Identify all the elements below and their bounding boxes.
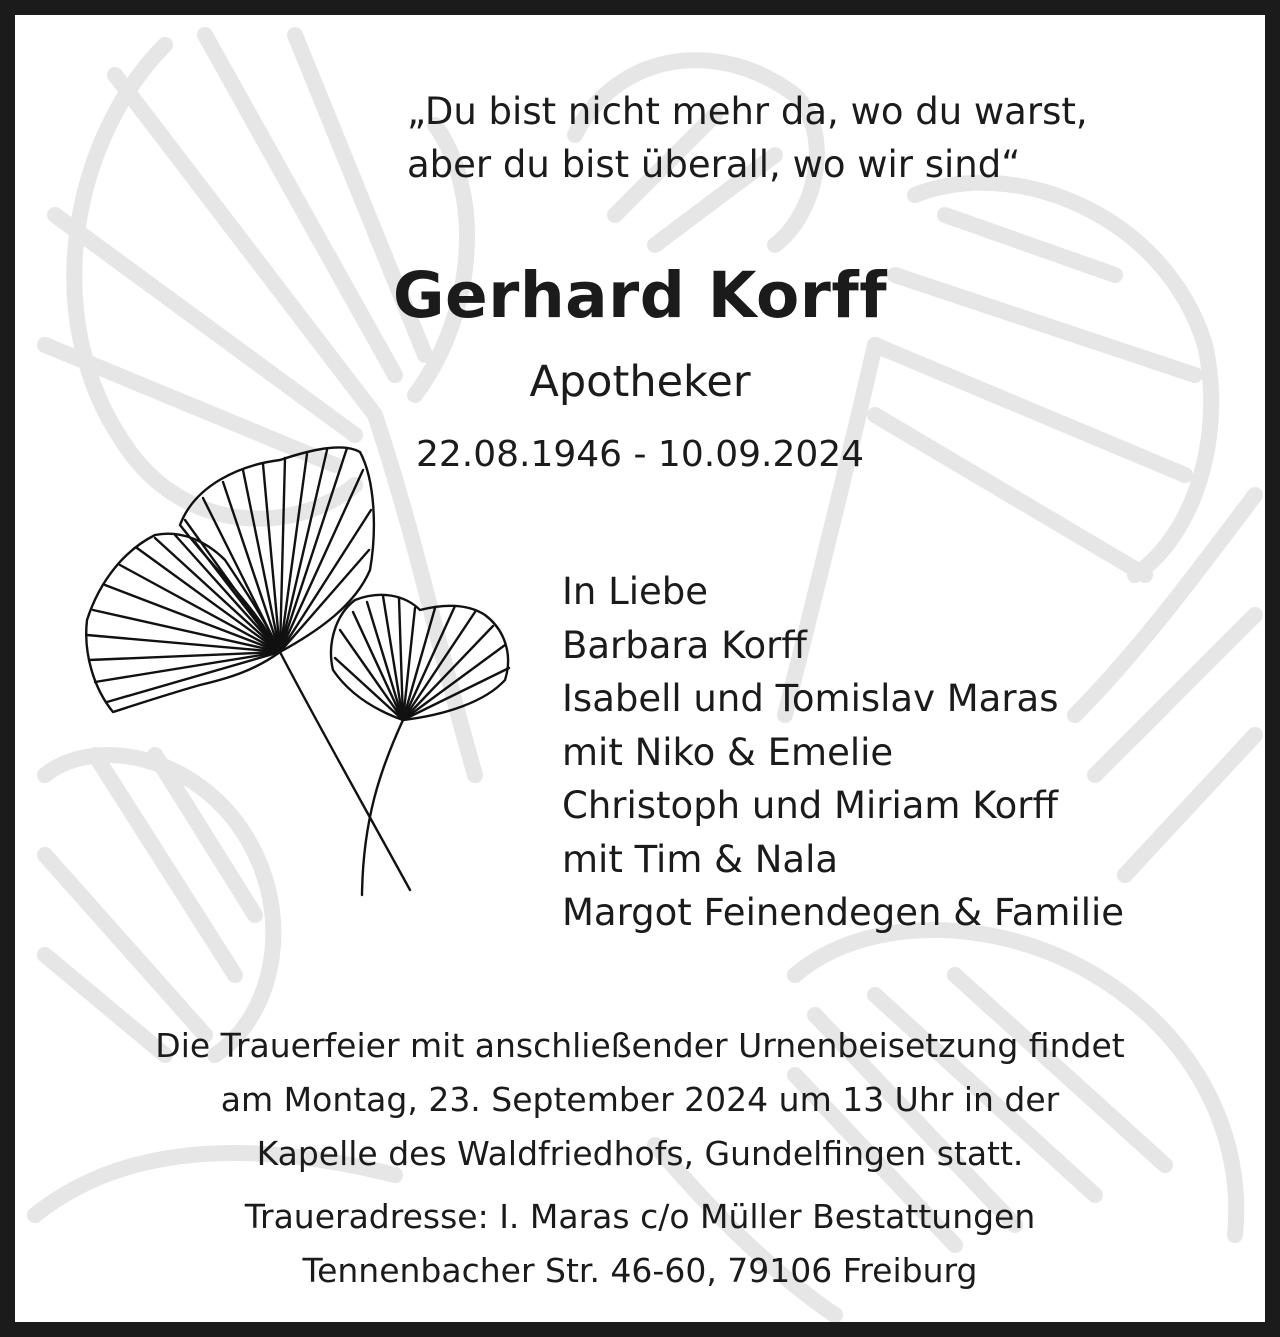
service-line: Kapelle des Waldfriedhofs, Gundelfingen statt. xyxy=(256,1134,1024,1173)
mourner-line: Christoph und Miriam Korff xyxy=(562,784,1058,827)
mourners-list xyxy=(562,565,1124,940)
quote-line-2: aber du bist überall, wo wir sind“ xyxy=(407,143,1021,186)
mourner-line: mit Niko & Emelie xyxy=(562,730,894,774)
memorial-quote xyxy=(407,85,1227,191)
service-line: am Montag, 23. September 2024 um 13 Uhr in der xyxy=(220,1080,1060,1119)
mourner-line: Isabell und Tomislav Maras xyxy=(562,677,1059,720)
mourner-line: Barbara Korff xyxy=(562,623,807,667)
mourner-line: Margot Feinendegen & Familie xyxy=(562,891,1125,934)
mourning-address xyxy=(15,1190,1265,1298)
funeral-service-info xyxy=(15,1019,1265,1181)
deceased-name: Gerhard Korff xyxy=(392,259,888,332)
ginkgo-leaves-icon xyxy=(65,430,535,910)
deceased-profession: Apotheker xyxy=(529,357,751,407)
address-line: Traueradresse: I. Maras c/o Müller Bestattungen xyxy=(244,1197,1036,1236)
quote-line-1: „Du bist nicht mehr da, wo du warst, xyxy=(407,90,1088,133)
address-line: Tennenbacher Str. 46-60, 79106 Freiburg xyxy=(302,1251,978,1290)
mourner-line: mit Tim & Nala xyxy=(562,837,839,881)
mourner-line: In Liebe xyxy=(562,570,709,613)
life-dates: 22.08.1946 - 10.09.2024 xyxy=(415,434,865,475)
service-line: Die Trauerfeier mit anschließender Urnenbeisetzung findet xyxy=(155,1026,1125,1065)
